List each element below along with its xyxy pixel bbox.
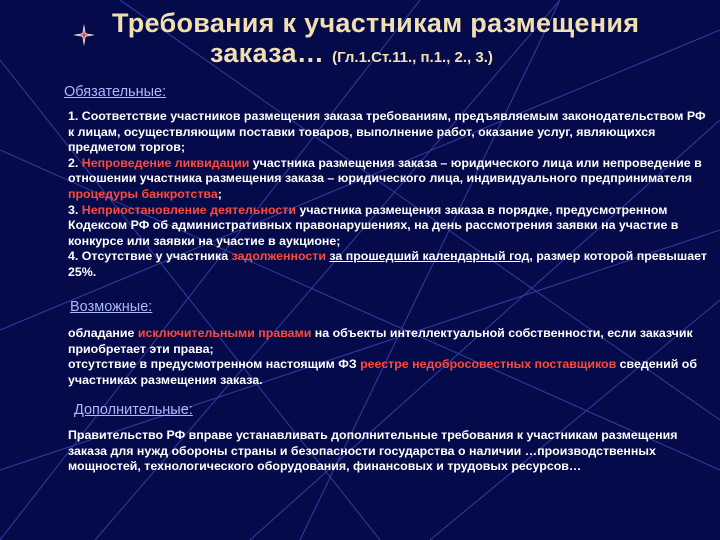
mandatory-item-2: 2. Непроведение ликвидации участника размещения заказа – юридического лица или непроведение в отношении участника размещения заказа – юридического лица, индивидуального предпринимателя процедуры банкротства; bbox=[68, 155, 702, 201]
mandatory-header: Обязательные: bbox=[64, 84, 167, 100]
mandatory-list bbox=[68, 109, 708, 281]
possible-header: Возможные: bbox=[70, 299, 153, 315]
mandatory-item-1: 1. Соответствие участников размещения заказа требованиям, предъявляемым законодательством РФ к лицам, осуществляющим поставки товаров, выполнение работ, оказание услуг, являющихся предметом торгов; bbox=[68, 109, 706, 155]
title-line1: Требования к участникам размещения bbox=[112, 8, 640, 38]
title-line2: заказа… bbox=[210, 38, 325, 68]
title-line2-wrap bbox=[112, 38, 712, 73]
possible-item-1: обладание исключительными правами на объекты интеллектуальной собственности, если заказчик приобретает эти права; bbox=[68, 326, 693, 356]
additional-text: Правительство РФ вправе устанавливать дополнительные требования к участникам размещения заказа для нужд обороны страны и безопасности государства о наличии …производственных мощностей, технологического оборудования, финансовых и трудовых ресурсов… bbox=[68, 428, 678, 474]
four-point-star-icon bbox=[73, 24, 95, 46]
mandatory-item-4: 4. Отсутствие у участника задолженности за прошедший календарный год, размер которой превышает 25%. bbox=[68, 249, 707, 279]
mandatory-item-3: 3. Неприостановление деятельности участника размещения заказа в порядке, предусмотренном Кодексом РФ об административных правонарушениях, на день рассмотрения заявки на участие в конкурсе или заявки на участие в аукционе; bbox=[68, 202, 679, 248]
possible-list bbox=[68, 326, 718, 388]
title-reference: (Гл.1.Ст.11., п.1., 2., 3.) bbox=[332, 49, 493, 66]
slide-title bbox=[112, 8, 712, 73]
possible-item-2: отсутствие в предусмотренном настоящим ФЗ реестре недобросовестных поставщиков сведений об участниках размещения заказа. bbox=[68, 357, 698, 387]
additional-header: Дополнительные: bbox=[74, 402, 193, 418]
